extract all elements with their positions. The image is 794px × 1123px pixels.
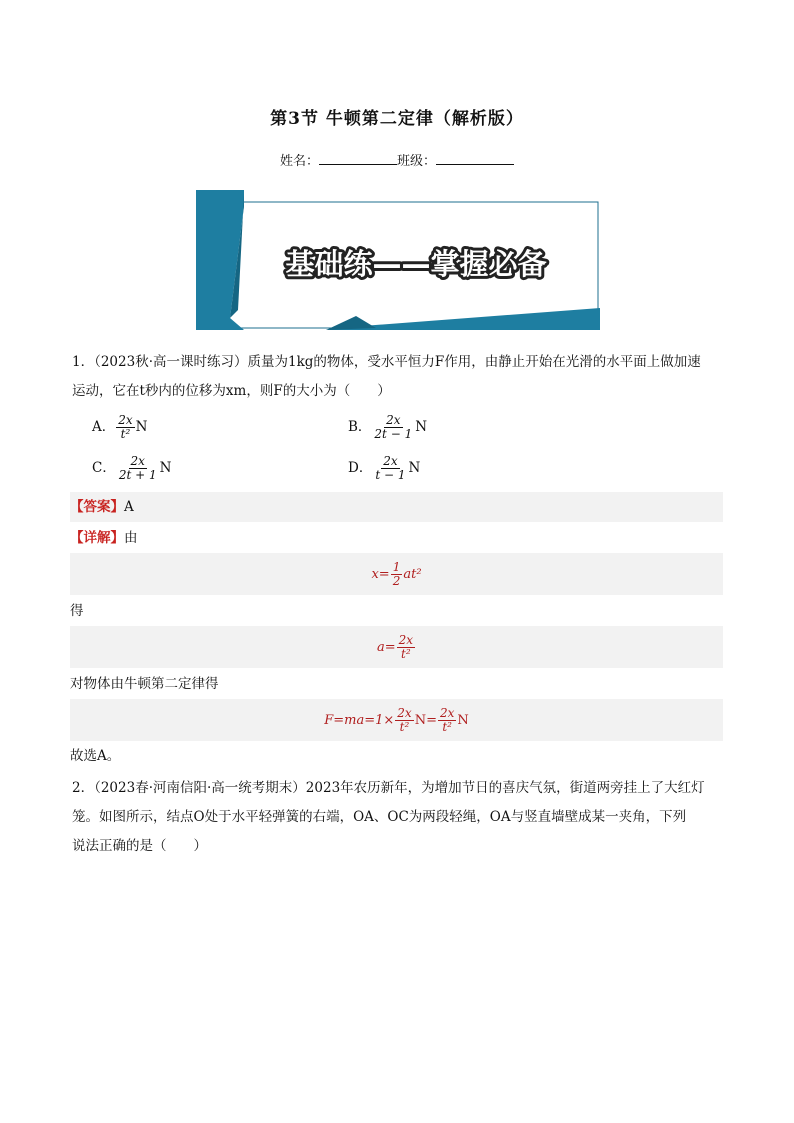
option-b: B． $\frac{2x}{2t - 1}$ N bbox=[348, 413, 428, 441]
q2-line-3: 说法正确的是（ ） bbox=[72, 838, 207, 854]
name-label: 姓名： bbox=[279, 154, 319, 169]
option-d: D． $\frac{2x}{t - 1}$ N bbox=[348, 454, 421, 482]
q2-line-1: 2．（2023春·河南信阳·高一统考期末）2023年农历新年，为增加节日的喜庆气氛，街道两旁挂上了大红灯 bbox=[72, 780, 705, 796]
section-banner bbox=[196, 190, 600, 332]
equation-3: F=ma=1× $\frac{2x}{\text{t²}}$ N= $\frac{2x}{\text{t²}}$ N bbox=[70, 699, 723, 741]
class-blank bbox=[436, 152, 514, 165]
name-blank bbox=[319, 152, 397, 165]
option-a: A． $\frac{2x}{\text{t²}}$ N bbox=[92, 413, 148, 441]
student-info-line bbox=[0, 150, 794, 169]
de-text: 得 bbox=[70, 603, 84, 619]
conclusion: 故选A。 bbox=[70, 748, 121, 764]
equation-2: a= $\frac{2x}{\text{t²}}$ bbox=[70, 626, 723, 668]
answer-row: 【答案】A bbox=[70, 492, 723, 522]
equation-1: x= $\frac{1}{2}$ at² bbox=[70, 553, 723, 595]
q1-line-1: 1．（2023秋·高一课时练习）质量为1kg的物体，受水平恒力F作用，由静止开始在光滑的水平面上做加速 bbox=[72, 354, 701, 370]
question-1 bbox=[72, 348, 732, 406]
class-label: 班级： bbox=[397, 154, 437, 169]
q1-line-2: 运动，它在t秒内的位移为xm，则F的大小为（ ） bbox=[72, 383, 391, 399]
q2-line-2: 笼。如图所示，结点O处于水平轻弹簧的右端，OA、OC为两段轻绳，OA与竖直墙壁成某一夹角，下列 bbox=[72, 809, 687, 825]
banner-text: 基础练——掌握必备 bbox=[285, 247, 547, 281]
option-c: C． $\frac{2x}{2t + 1}$ N bbox=[92, 454, 172, 482]
question-2 bbox=[72, 774, 732, 861]
law-text: 对物体由牛顿第二定律得 bbox=[70, 676, 219, 692]
detail-row: 【详解】由 bbox=[70, 530, 138, 546]
page-title: 第3节 牛顿第二定律（解析版） bbox=[270, 109, 524, 129]
